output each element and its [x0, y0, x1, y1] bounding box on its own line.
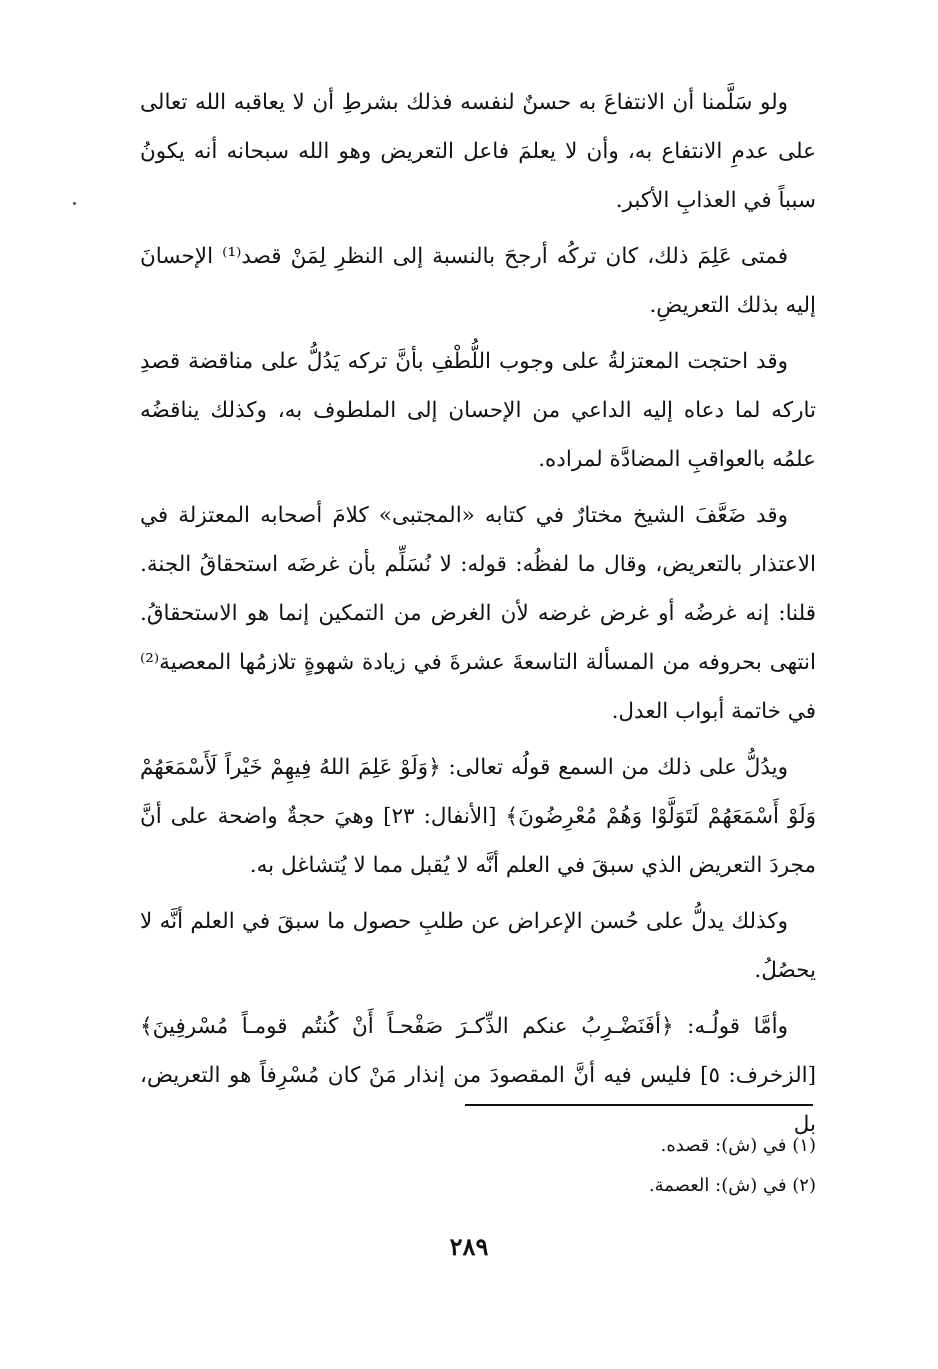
footnote-1: (١) في (ش): قصده.: [660, 1135, 816, 1156]
paragraph-4: وقد ضَعَّفَ الشيخ مختارٌ في كتابه «المجتبى» كلامَ أصحابه المعتزلة في الاعتذار بالتعريض، وقال ما لفظُه: قوله: لا نُسَلِّم بأن غرضَه استحقاقُ الجنة. قلنا: إنه غرضُه أو غرض غرضه لأن الغرض من التمكين إنما هو الاستحقاقُ. انتهى بحروفه من المسألة التاسعةَ عشرةَ في زيادة شهوةٍ تلازمُها المعصية⁽²⁾ في خاتمة أبواب العدل.: [140, 503, 816, 724]
paragraph-1: ولو سَلَّمنا أن الانتفاعَ به حسنٌ لنفسه فذلك بشرطِ أن لا يعاقبه الله تعالى على عدمِ الانتفاع به، وأن لا يعلمَ فاعل التعريض وهو الله سبحانه أنه يكونُ سبباً في العذابِ الأكبر.: [140, 90, 816, 213]
scan-speck: [73, 202, 76, 205]
footnotes: [140, 1126, 816, 1206]
paragraph-2: فمتى عَلِمَ ذلك، كان تركُه أرجحَ بالنسبة إلى النظرِ لِمَنْ قصد⁽¹⁾ الإحسانَ إليه بذلك التعريضِ.: [140, 244, 816, 318]
paragraph-6: وكذلك يدلُّ على حُسن الإعراض عن طلبِ حصول ما سبقَ في العلم أنَّه لا يحصُلُ.: [140, 909, 816, 983]
paragraph-5: ويدُلُّ على ذلك من السمع قولُه تعالى: ﴿وَلَوْ عَلِمَ اللهُ فِيهِمْ خَيْراً لَأَسْمَعَهُمْ وَلَوْ أَسْمَعَهُمْ لَتَوَلَّوْا وَهُمْ مُعْرِضُونَ﴾ [الأنفال: ٢٣] وهيَ حجةٌ واضحة على أنَّ مجردَ التعريض الذي سبقَ في العلم أنَّه لا يُقبل مما لا يُتشاغل به.: [140, 755, 817, 878]
footnote-divider: [465, 1104, 813, 1106]
main-text: [140, 78, 816, 1156]
paragraph-3: وقد احتجت المعتزلةُ على وجوب اللُّطْفِ بأنَّ تركه يَدُلُّ على مناقضة قصدِ تاركه لما دعاه إليه الداعي من الإحسان إلى الملطوف به، وكذلك يناقضُه علمُه بالعواقبِ المضادَّة لمراده.: [140, 349, 816, 472]
page-number: ٢٨٩: [449, 1232, 489, 1261]
paragraph-7: وأمَّا قولُـه: ﴿أفَنَضْـرِبُ عنكم الذِّكـرَ صَفْحـاً أَنْ كُنتُم قومـاً مُسْرفِينَ﴾ [الزخرف: ٥] فليس فيه أنَّ المقصودَ من إنذار مَنْ كان مُسْرِفاً هو التعريض، بل: [140, 1014, 816, 1137]
footnote-2: (٢) في (ش): العصمة.: [648, 1175, 816, 1196]
